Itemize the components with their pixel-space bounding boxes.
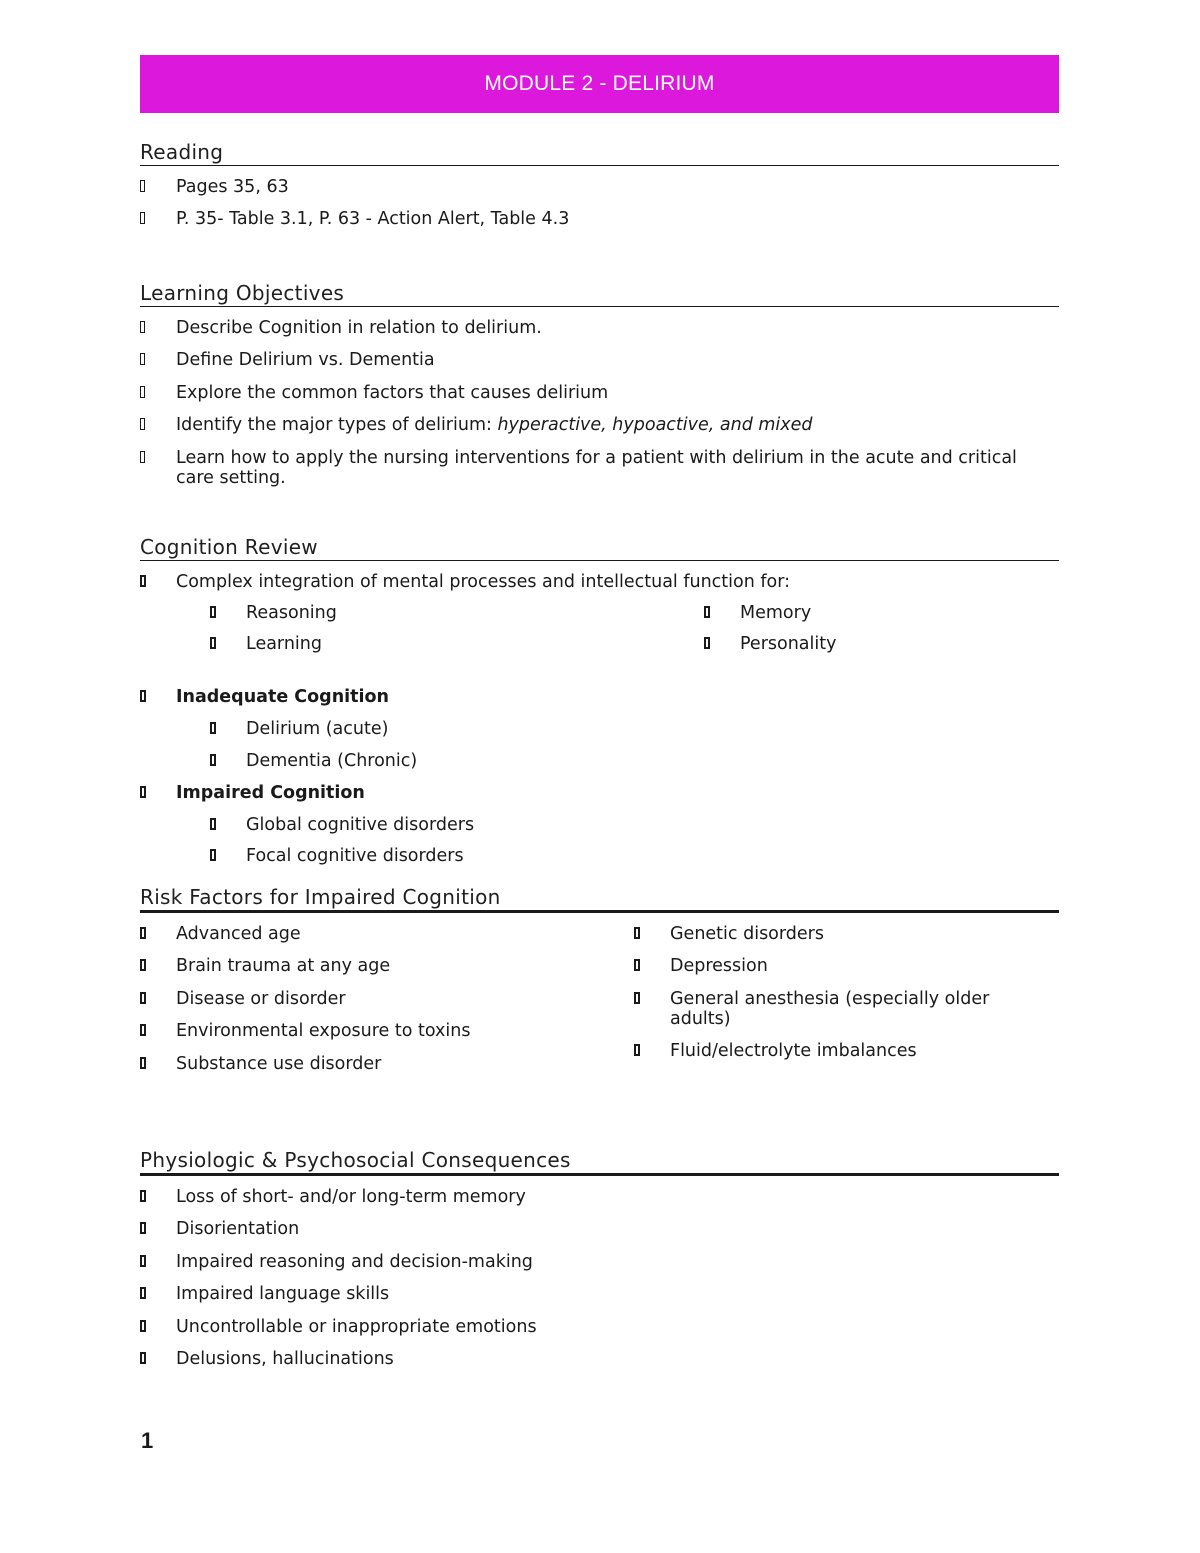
bullet-icon <box>210 754 216 766</box>
bullet-icon <box>140 1320 146 1332</box>
list-item: Brain trauma at any age <box>140 956 620 976</box>
module-title: MODULE 2 - DELIRIUM <box>484 72 715 95</box>
bullet-icon <box>634 959 640 971</box>
consequences-section <box>140 1148 1059 1381</box>
bullet-icon <box>140 1222 146 1234</box>
bullet-icon <box>634 992 640 1004</box>
list-item: Environmental exposure to toxins <box>140 1021 620 1041</box>
list-item: Explore the common factors that causes delirium <box>140 383 1059 403</box>
objectives-list <box>140 318 1059 488</box>
list-item: Depression <box>634 956 1034 976</box>
list-item: Describe Cognition in relation to delirium. <box>140 318 1059 338</box>
list-item: Identify the major types of delirium: hyperactive, hypoactive, and mixed <box>140 415 1059 435</box>
list-item: Substance use disorder <box>140 1054 620 1074</box>
bullet-icon <box>140 690 146 702</box>
list-item: Learn how to apply the nursing interventions for a patient with delirium in the acute and critical care setting. <box>140 448 1059 488</box>
list-item: Complex integration of mental processes and intellectual function for: Reasoning Learning Memory Personality <box>140 572 1059 675</box>
consequences-list <box>140 1187 1059 1369</box>
inadequate-list <box>210 719 1059 771</box>
list-item: Fluid/electrolyte imbalances <box>634 1041 1034 1061</box>
list-item: Impaired language skills <box>140 1284 1059 1304</box>
bullet-icon <box>140 180 145 192</box>
functions-left <box>210 603 337 666</box>
reading-heading: Reading <box>140 140 1059 166</box>
bullet-icon <box>140 959 146 971</box>
list-item: Learning <box>210 634 337 654</box>
reading-section <box>140 140 1059 242</box>
bullet-icon <box>634 1044 640 1056</box>
bullet-icon <box>140 1057 146 1069</box>
list-item: Delusions, hallucinations <box>140 1349 1059 1369</box>
list-item: Delirium (acute) <box>210 719 1059 739</box>
bullet-icon <box>140 786 146 798</box>
bullet-icon <box>210 637 216 649</box>
consequences-heading: Physiologic & Psychosocial Consequences <box>140 1148 1059 1176</box>
list-item: Dementia (Chronic) <box>210 751 1059 771</box>
objectives-heading: Learning Objectives <box>140 281 1059 307</box>
list-item: Personality <box>704 634 836 654</box>
bullet-icon <box>140 1190 146 1202</box>
bullet-icon <box>210 722 216 734</box>
objectives-section <box>140 281 1059 500</box>
list-item: Reasoning <box>210 603 337 623</box>
risk-section <box>140 885 1059 1074</box>
bullet-icon <box>140 212 145 224</box>
bullet-icon <box>140 1352 146 1364</box>
list-item: Disorientation <box>140 1219 1059 1239</box>
risk-right-list <box>634 924 1034 1074</box>
bullet-icon <box>210 849 216 861</box>
impaired-list <box>210 815 1059 866</box>
bullet-icon <box>140 1024 146 1036</box>
list-item: Genetic disorders <box>634 924 1034 944</box>
list-item: Disease or disorder <box>140 989 620 1009</box>
list-item: Global cognitive disorders <box>210 815 1059 835</box>
list-item: General anesthesia (especially older adults) <box>634 989 1034 1029</box>
cognition-section <box>140 535 1059 879</box>
reading-list <box>140 177 1059 229</box>
page-number: 1 <box>141 1428 154 1453</box>
bullet-icon <box>140 575 146 587</box>
bullet-icon <box>140 1287 146 1299</box>
list-item: Memory <box>704 603 836 623</box>
risk-left-list <box>140 924 620 1086</box>
list-item: Impaired reasoning and decision-making <box>140 1252 1059 1272</box>
bullet-icon <box>210 818 216 830</box>
bullet-icon <box>140 927 146 939</box>
bullet-icon <box>634 927 640 939</box>
bullet-icon <box>704 637 710 649</box>
list-item: Advanced age <box>140 924 620 944</box>
list-item: Define Delirium vs. Dementia <box>140 350 1059 370</box>
bullet-icon <box>140 1255 146 1267</box>
bullet-icon <box>140 418 145 430</box>
list-item: Loss of short- and/or long-term memory <box>140 1187 1059 1207</box>
bullet-icon <box>140 386 145 398</box>
bullet-icon <box>140 992 146 1004</box>
list-item: Pages 35, 63 <box>140 177 1059 197</box>
bullet-icon <box>140 321 145 333</box>
module-title-banner <box>140 55 1059 113</box>
cognition-heading: Cognition Review <box>140 535 1059 561</box>
list-item: Focal cognitive disorders <box>210 846 1059 866</box>
cognition-list <box>140 572 1059 866</box>
list-item: Impaired Cognition Global cognitive disorders Focal cognitive disorders <box>140 783 1059 866</box>
list-item: Inadequate Cognition Delirium (acute) Dementia (Chronic) <box>140 687 1059 771</box>
bullet-icon <box>210 606 216 618</box>
risk-heading: Risk Factors for Impaired Cognition <box>140 885 1059 913</box>
bullet-icon <box>704 606 710 618</box>
list-item: P. 35- Table 3.1, P. 63 - Action Alert, Table 4.3 <box>140 209 1059 229</box>
list-item: Uncontrollable or inappropriate emotions <box>140 1317 1059 1337</box>
bullet-icon <box>140 451 145 463</box>
delirium-types: hyperactive, hypoactive, and mixed <box>497 415 813 436</box>
bullet-icon <box>140 353 145 365</box>
functions-right <box>704 603 836 666</box>
